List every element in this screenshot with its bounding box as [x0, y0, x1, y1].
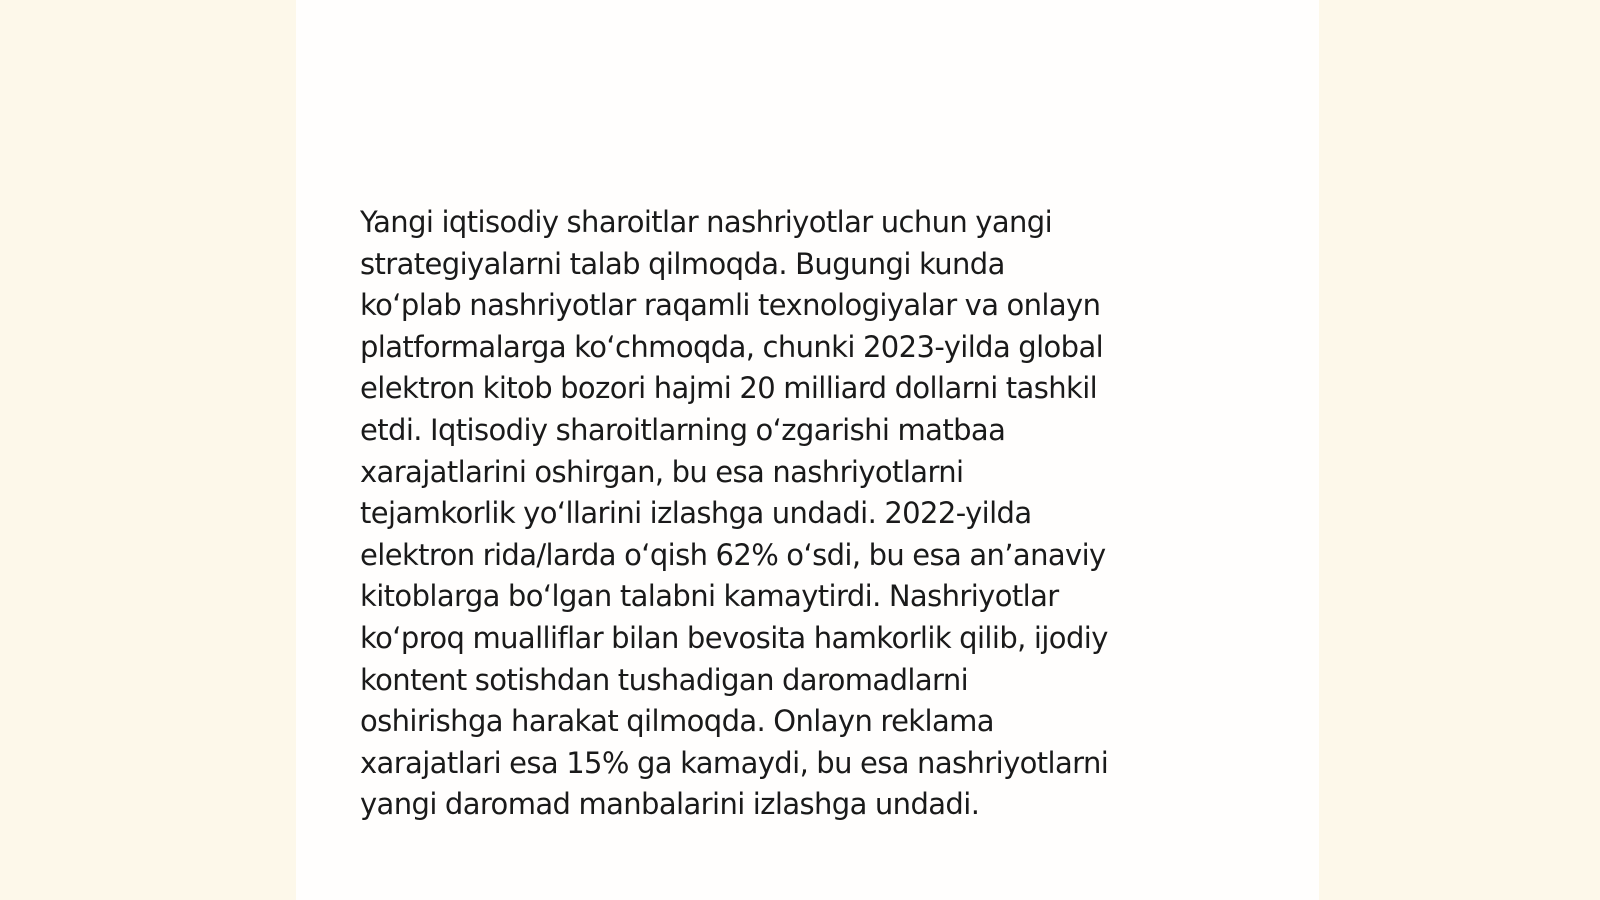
text-line: yangi daromad manbalarini izlashga undadi. [360, 787, 980, 822]
text-line: xarajatlari esa 15% ga kamaydi, bu esa nashriyotlarni [360, 745, 1109, 780]
text-line: koʻproq mualliflar bilan bevosita hamkorlik qilib, ijodiy [360, 620, 1108, 655]
text-line: etdi. Iqtisodiy sharoitlarning oʻzgarishi matbaa [360, 412, 1006, 447]
text-line: kitoblarga boʻlgan talabni kamaytirdi. Nashriyotlar [360, 579, 1059, 614]
text-line: strategiyalarni talab qilmoqda. Bugungi kunda [360, 246, 1005, 281]
text-line: platformalarga koʻchmoqda, chunki 2023-yilda global [360, 329, 1104, 364]
document-page [296, 0, 1319, 900]
text-line: tejamkorlik yoʻllarini izlashga undadi. 2022-yilda [360, 496, 1032, 531]
body-paragraph [360, 202, 1260, 826]
text-line: koʻplab nashriyotlar raqamli texnologiyalar va onlayn [360, 288, 1101, 323]
text-line: xarajatlarini oshirgan, bu esa nashriyotlarni [360, 454, 964, 489]
text-line: Yangi iqtisodiy sharoitlar nashriyotlar uchun yangi [360, 205, 1053, 239]
text-line: oshirishga harakat qilmoqda. Onlayn reklama [360, 704, 994, 739]
text-line: kontent sotishdan tushadigan daromadlarni [360, 662, 969, 697]
text-line: elektron rida/larda oʻqish 62% oʻsdi, bu esa anʼanaviy [360, 537, 1106, 572]
text-line: elektron kitob bozori hajmi 20 milliard dollarni tashkil [360, 371, 1098, 406]
